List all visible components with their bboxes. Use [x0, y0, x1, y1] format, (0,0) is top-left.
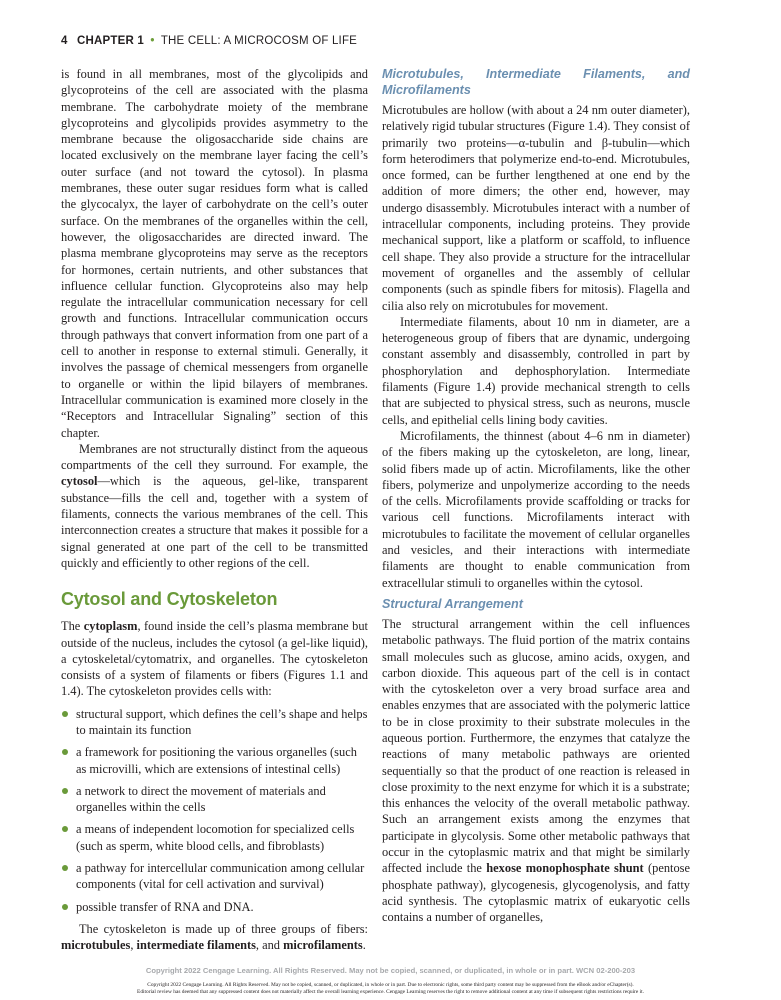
- paragraph: The cytoplasm, found inside the cell’s plasma membrane but outside of the nucleus, includes the cytosol (a gel-like liquid), a cytoskeletal/cytomatrix, and organelles. The cytoskeleton consists of a system of filaments or fibers (Figures 1.1 and 1.4). The cytoskeleton provides cells with:: [61, 619, 368, 699]
- bullet-icon: [62, 826, 68, 832]
- key-term: hexose monophosphate shunt: [486, 861, 644, 876]
- bullet-list: [61, 706, 368, 915]
- key-term: cytoplasm: [83, 619, 138, 634]
- list-item: a pathway for intercellular communication among cellular components (vital for cell activation and survival): [61, 860, 368, 893]
- bullet-icon: [62, 865, 68, 871]
- paragraph: The structural arrangement within the cell influences metabolic pathways. The fluid portion of the matrix contains small molecules such as glucose, amino acids, oxygen, and carbon dioxide. This aqueous part of the cell is in contact with the cytoskeleton over a very broad surface area and enables enzymes that are associated with the polymeric lattice to be in close proximity to their substrate molecules in the aqueous portion. Furthermore, the enzymes that catalyze the reactions of many metabolic pathways are oriented sequentially so that the product of one reaction is released in close proximity to the next enzyme for which it is a substrate; this enhances the velocity of the overall metabolic pathway. Such an arrangement exists among the enzymes that participate in glycolysis. Some other metabolic pathways that occur in the cytoplasmic matrix and that might be similarly affected include the hexose monophosphate shunt (pentose phosphate pathway), glycogenesis, glycogenolysis, and fatty acid synthesis. The cytoplasmic matrix of eukaryotic cells contains a number of organelles,: [382, 616, 690, 925]
- bullet-icon: [62, 711, 68, 717]
- right-column: [382, 66, 690, 926]
- list-item: structural support, which defines the cell’s shape and helps to maintain its function: [61, 706, 368, 739]
- chapter-label: CHAPTER 1: [77, 35, 144, 47]
- left-column: [61, 66, 368, 954]
- list-item: a means of independent locomotion for specialized cells (such as sperm, white blood cells, and fibroblasts): [61, 821, 368, 854]
- page-number: 4: [61, 35, 68, 47]
- paragraph: is found in all membranes, most of the glycolipids and glycoproteins of the cell are associated with the plasma membrane. The carbohydrate moiety of the membrane glycoproteins and glycolipids provides asymmetry to the membrane because the oligosaccharide side chains are located exclusively on the membrane layer facing the cell’s outer surface (and not toward the cytosol). In plasma membranes, these outer sugar residues form what is called the glycocalyx, the layer of carbohydrate on the cell’s outer surface. On the membranes of the organelles within the cell, however, the oligosaccharides are directed inward. The plasma membrane glycoproteins may serve as the receptors for hormones, certain nutrients, and other substances that influence cellular function. Glycoproteins also may help regulate the intracellular communication necessary for cell growth and functions. Intracellular communication occurs through pathways that convert information from one part of a cell to another in response to external stimuli. Generally, it involves the passage of chemical messengers from organelle to organelle or within the lipid bilayers of membranes. Intracellular communication is examined more closely in the “Receptors and Intracellular Signaling” section of this chapter.: [61, 67, 368, 440]
- section-heading: Cytosol and Cytoskeleton: [61, 589, 278, 610]
- copyright-watermark: Copyright 2022 Cengage Learning. All Rights Reserved. May not be copied, scanned, or duplicated, in whole or in part. WCN 02-200-203: [145, 966, 636, 975]
- copyright-notice: Copyright 2022 Cengage Learning. All Rights Reserved. May not be copied, scanned, or duplicated, in whole or in part. Due to electronic rights, some third party content may be suppressed from the eBook and/or eChapter(s). Editorial review has deemed that any suppressed content does not materially affect the overall learning experience. Cengage Learning reserves the right to remove additional content at any time if subsequent rights restrictions require it.: [137, 982, 644, 996]
- subsection-heading: Structural Arrangement: [382, 596, 523, 611]
- paragraph: The cytoskeleton is made up of three groups of fibers: microtubules, intermediate filaments, and microfilaments.: [61, 921, 368, 953]
- subsection-heading: Microtubules, Intermediate Filaments, and Microfilaments: [382, 67, 690, 97]
- bullet-icon: [62, 904, 68, 910]
- paragraph: Intermediate filaments, about 10 nm in diameter, are a heterogeneous group of fibers that are dynamic, undergoing constant assembly and disassembly, controlled in part by phosphorylation and dephosphorylation. Intermediate filaments (Figure 1.4) provide mechanical strength to cells that are subjected to physical stress, such as neurons, muscle cells, and epithelial cells lining body cavities.: [382, 314, 690, 427]
- chapter-title: THE CELL: A MICROCOSM OF LIFE: [160, 35, 358, 47]
- key-term: intermediate filaments: [136, 938, 256, 953]
- list-item: a network to direct the movement of materials and organelles within the cells: [61, 783, 368, 816]
- paragraph: Microfilaments, the thinnest (about 4–6 nm in diameter) of the fibers making up the cytoskeleton, are long, linear, solid fibers made up of actin. Microfilaments, like the other fibers, polymerize and unpolymerize according to the needs of the cells. Microfilaments provide scaffolding or tracks for various cell functions. Microfilaments interact with microtubules to facilitate the movement of cellular organelles and vesicles, and their interactions with intermediate filaments are thought to enable communication from extracellular stimuli to organelles within the cytosol.: [382, 428, 690, 590]
- running-header: [61, 35, 357, 47]
- bullet-icon: [62, 749, 68, 755]
- bullet-icon: [62, 788, 68, 794]
- key-term: cytosol: [61, 474, 98, 489]
- key-term: microtubules: [61, 938, 131, 953]
- key-term: microfilaments: [283, 938, 363, 953]
- list-item: a framework for positioning the various organelles (such as microvilli, which are extensions of intestinal cells): [61, 744, 368, 777]
- paragraph: Membranes are not structurally distinct from the aqueous compartments of the cell they surround. For example, the cytosol—which is the aqueous, gel-like, transparent substance—fills the cell and, together with a system of filaments, connects the various membranes of the cell. This interconnection creates a structure that makes it possible for a signal generated at one part of the cell to be transmitted quickly and efficiently to other regions of the cell.: [61, 441, 368, 570]
- paragraph: Microtubules are hollow (with about a 24 nm outer diameter), relatively rigid tubular structures (Figure 1.4). They consist of primarily two proteins—α-tubulin and β-tubulin—which form heterodimers that polymerize end-to-end. Microtubules, once formed, can be further lengthened at one end by the addition of more dimers; the other end, however, may undergo disassembly. Microtubules interact with a number of intracellular components, including proteins. They provide mechanical support, like a platform or scaffold, to influence cell shape. They also provide a structure for the intracellular movement of organelles and the assembly of cellular components (such as spindle fibers for mitosis). Flagella and cilia also rely on microtubules for movement.: [382, 103, 690, 313]
- header-bullet: •: [150, 35, 155, 47]
- list-item: possible transfer of RNA and DNA.: [61, 899, 368, 915]
